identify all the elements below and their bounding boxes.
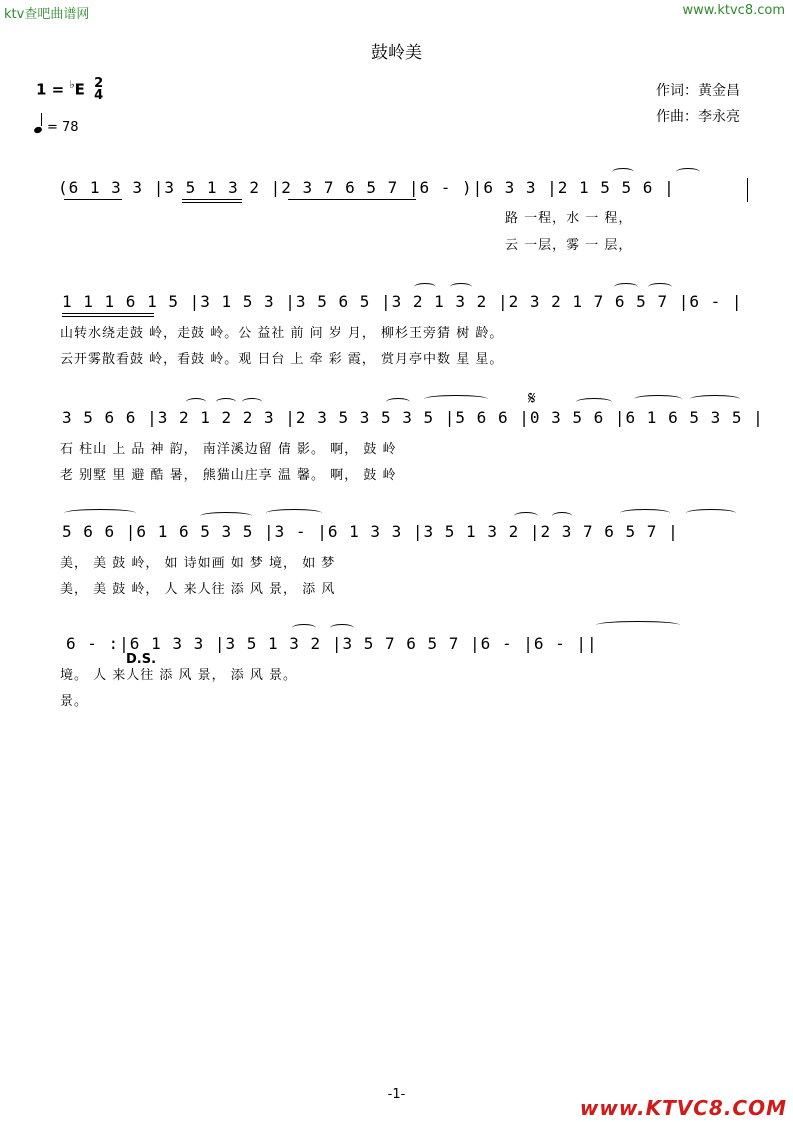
time-signature <box>94 78 103 102</box>
beam <box>288 199 416 200</box>
slur <box>620 509 670 517</box>
composer: 作曲：李永亮 <box>656 109 740 125</box>
notation-row-5: 6 - :|6 1 3 3 |3 5 1 3 2 |3 5 7 6 5 7 |6 - |6 - || <box>66 634 598 653</box>
beam <box>62 313 154 314</box>
tempo-marking <box>34 118 79 135</box>
lyrics-row-4-verse-1: 美， 美 鼓 岭， 如 诗如画 如 梦 境， 如 梦 <box>60 556 336 571</box>
ds-marking: D.S. <box>126 652 157 667</box>
slur <box>686 509 736 517</box>
lyrics-row-5-verse-2: 景。 <box>60 694 89 709</box>
slur <box>648 283 672 291</box>
slur <box>266 509 322 517</box>
lyrics-row-2-verse-1: 山转水绕走鼓 岭，走鼓 岭。公 益社 前 问 岁 月， 柳杉王旁猜 树 龄。 <box>60 326 504 341</box>
flat-symbol: ♭ <box>69 77 75 91</box>
slur <box>186 398 206 406</box>
beam <box>62 316 154 317</box>
slur <box>64 509 136 517</box>
lyrics-row-2-verse-2: 云开雾散看鼓 岭，看鼓 岭。观 日台 上 牵 彩 霞， 赏月亭中数 星 星。 <box>60 352 504 367</box>
slur <box>424 395 488 403</box>
site-name-left: ktv查吧曲谱网 <box>4 7 90 22</box>
slur <box>242 398 262 406</box>
beam <box>182 202 242 203</box>
note-stem <box>41 113 42 126</box>
lyrics-row-3-verse-1: 石 柱山 上 品 神 韵， 南洋溪边留 倩 影。 啊， 鼓 岭 <box>60 442 397 457</box>
slur <box>200 512 252 520</box>
slur <box>676 168 700 176</box>
lyrics-row-5-verse-1: 境。 人 来人往 添 风 景， 添 风 景。 <box>60 668 298 683</box>
slur <box>576 398 612 406</box>
key-prefix: 1 = <box>36 80 65 99</box>
slur <box>552 512 572 520</box>
slur <box>596 621 680 629</box>
time-bottom: 4 <box>94 88 104 103</box>
slur <box>634 395 682 403</box>
key-signature <box>36 78 103 102</box>
lyrics-row-1-verse-2: 云 一层，雾 一 层， <box>505 238 633 253</box>
bar-line <box>747 178 748 202</box>
notation-row-2: 1 1 1 6 1 5 |3 1 5 3 |3 5 6 5 |3 2 1 3 2 |2 3 2 1 7 6 5 7 |6 - | <box>62 292 743 311</box>
segno-icon: 𝄋 <box>528 388 536 409</box>
lyrics-row-4-verse-2: 美， 美 鼓 岭， 人 来人往 添 风 景， 添 风 <box>60 582 336 597</box>
notation-row-1: (6 1 3 3 |3 5 1 3 2 |2 3 7 6 5 7 |6 - )|6 3 3 |2 1 5 5 6 | <box>58 178 675 197</box>
notation-row-3: 3 5 6 6 |3 2 1 2 2 3 |2 3 5 3 5 3 5 |5 6 6 |0 3 5 6 |6 1 6 5 3 5 | <box>62 408 764 427</box>
lyricist: 作词：黄金昌 <box>656 83 740 99</box>
time-top: 2 <box>94 76 104 91</box>
slur <box>614 283 638 291</box>
slur <box>450 283 472 291</box>
slur <box>514 512 538 520</box>
slur <box>292 624 316 632</box>
quarter-note-icon <box>33 126 43 134</box>
slur <box>330 624 354 632</box>
site-url-right[interactable]: www.ktvc8.com <box>682 3 785 18</box>
lyrics-row-3-verse-2: 老 别墅 里 避 酷 暑， 熊猫山庄享 温 馨。 啊， 鼓 岭 <box>60 468 397 483</box>
tempo-value: = 78 <box>47 120 79 135</box>
beam <box>182 199 242 200</box>
key-note: E <box>74 80 85 99</box>
watermark-logo: www.KTVC8.COM <box>579 1096 787 1120</box>
lyrics-row-1-verse-1: 路 一程，水 一 程， <box>505 211 633 226</box>
page-number: -1- <box>387 1087 406 1102</box>
slur <box>414 283 436 291</box>
slur <box>216 398 236 406</box>
slur <box>690 395 740 403</box>
beam <box>64 199 122 200</box>
slur <box>612 168 634 176</box>
song-title: 鼓岭美 <box>371 43 422 63</box>
slur <box>386 398 410 406</box>
notation-row-4: 5 6 6 |6 1 6 5 3 5 |3 - |6 1 3 3 |3 5 1 3 2 |2 3 7 6 5 7 | <box>62 522 679 541</box>
